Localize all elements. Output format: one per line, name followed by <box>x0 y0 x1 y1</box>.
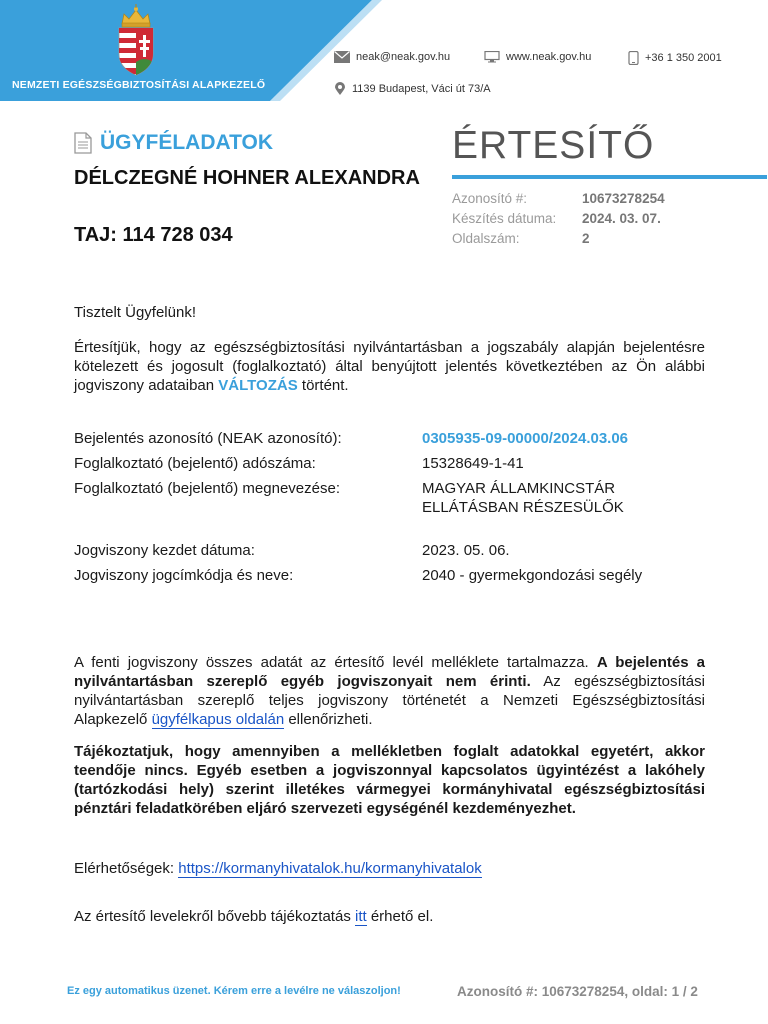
client-section-title: ÜGYFÉLADATOK <box>100 131 274 154</box>
legal-code-label: Jogviszony jogcímkódja és neve: <box>74 567 294 584</box>
monitor-icon <box>484 51 500 63</box>
client-section-label <box>74 131 273 155</box>
para1-bold: A bejelentés a nyilvántartásban szereplő egyéb jogviszonyait nem érinti. <box>74 654 705 690</box>
title-divider <box>452 175 767 179</box>
intro-end: történt. <box>301 377 349 394</box>
more-info-line <box>74 907 433 926</box>
info-text-b: érhető el. <box>370 908 434 925</box>
phone-text: +36 1 350 2001 <box>645 52 722 64</box>
intro-paragraph <box>74 338 705 395</box>
para1-text-a: A fenti jogviszony összes adatát az értesítő levél melléklete tartalmazza. <box>74 654 589 671</box>
meta-page-row <box>452 231 590 246</box>
change-highlight: VÁLTOZÁS <box>218 377 298 394</box>
start-date-value: 2023. 05. 06. <box>422 542 510 559</box>
report-id-label: Bejelentés azonosító (NEAK azonosító): <box>74 430 342 447</box>
client-name: DÉLCZEGNÉ HOHNER ALEXANDRA <box>74 167 420 189</box>
address-text: 1139 Budapest, Váci út 73/A <box>352 83 491 95</box>
meta-id-label: Azonosító #: <box>452 191 528 206</box>
location-pin-icon <box>334 82 346 96</box>
contact-email[interactable] <box>334 51 450 63</box>
contacts-line <box>74 859 482 878</box>
contact-website[interactable] <box>484 51 591 63</box>
meta-date-row <box>452 211 661 226</box>
kormanyhivatalok-link[interactable]: https://kormanyhivatalok.hu/kormanyhivatalok <box>178 860 482 877</box>
org-name: NEMZETI EGÉSZSÉGBIZTOSÍTÁSI ALAPKEZELŐ <box>12 79 266 91</box>
employer-name-value-line1: MAGYAR ÁLLAMKINCSTÁR <box>422 480 616 497</box>
greeting: Tisztelt Ügyfelünk! <box>74 304 196 321</box>
intro-text: Értesítjük, hogy az egészségbiztosítási nyilvántartásban a jogszabály alapján bejelentésre kötelezett és jogosult (foglalkoztató) által benyújtott jelentés következtében az Ön alábbi jogviszony adataiban <box>74 339 705 394</box>
website-text: www.neak.gov.hu <box>506 51 592 63</box>
meta-date-label: Készítés dátuma: <box>452 211 557 226</box>
info-paragraph: Tájékoztatjuk, hogy amennyiben a mellékletben foglalt adatokkal egyetért, akkor teendője nincs. Egyéb esetben a jogviszonnyal kapcsolatos ügyintézést a lakóhely (tartózkodási hely) szerint illetékes vármegyei kormányhivatal egészségbiztosítási pénztári feladatkörében eljáró szervezeti egységénél kezdeményezhet. <box>74 743 705 817</box>
legal-code-value: 2040 - gyermekgondozási segély <box>422 567 643 584</box>
footer-id-page: Azonosító #: 10673278254, oldal: 1 / 2 <box>457 984 698 999</box>
meta-id-row <box>452 191 665 206</box>
document-icon <box>74 132 92 154</box>
employer-name-label: Foglalkoztató (bejelentő) megnevezése: <box>74 480 340 497</box>
taj-number: TAJ: 114 728 034 <box>74 224 233 246</box>
info-here-link[interactable]: itt <box>355 908 367 925</box>
contact-phone[interactable] <box>628 51 722 65</box>
meta-date-value: 2024. 03. 07. <box>582 211 661 226</box>
meta-page-value: 2 <box>582 231 590 246</box>
contact-address <box>334 82 491 96</box>
tax-number-label: Foglalkoztató (bejelentő) adószáma: <box>74 455 316 472</box>
start-date-label: Jogviszony kezdet dátuma: <box>74 542 255 559</box>
attachment-paragraph <box>74 653 705 729</box>
automatic-message-note: Ez egy automatikus üzenet. Kérem erre a levélre ne válaszoljon! <box>67 985 401 997</box>
phone-icon <box>628 51 639 65</box>
meta-page-label: Oldalszám: <box>452 231 520 246</box>
hungarian-coat-of-arms <box>113 4 159 76</box>
envelope-icon <box>334 51 350 63</box>
info-text-a: Az értesítő levelekről bővebb tájékoztatás <box>74 908 351 925</box>
contacts-label: Elérhetőségek: <box>74 860 175 877</box>
para1-text-b: Az egészségbiztosítási nyilvántartásban szereplő teljes jogviszony történetét a Nemzeti Egészségbiztosítási Alapkezelő <box>74 673 705 728</box>
email-text: neak@neak.gov.hu <box>356 51 451 63</box>
report-id-value: 0305935-09-00000/2024.03.06 <box>422 430 629 447</box>
employer-name-value-line2: ELLÁTÁSBAN RÉSZESÜLŐK <box>422 499 624 516</box>
client-portal-link[interactable]: ügyfélkapus oldalán <box>151 711 285 728</box>
document-title: ÉRTESÍTŐ <box>452 124 655 167</box>
meta-id-value: 10673278254 <box>582 191 665 206</box>
para1-text-c: ellenőrizheti. <box>288 711 373 728</box>
tax-number-value: 15328649-1-41 <box>422 455 524 472</box>
